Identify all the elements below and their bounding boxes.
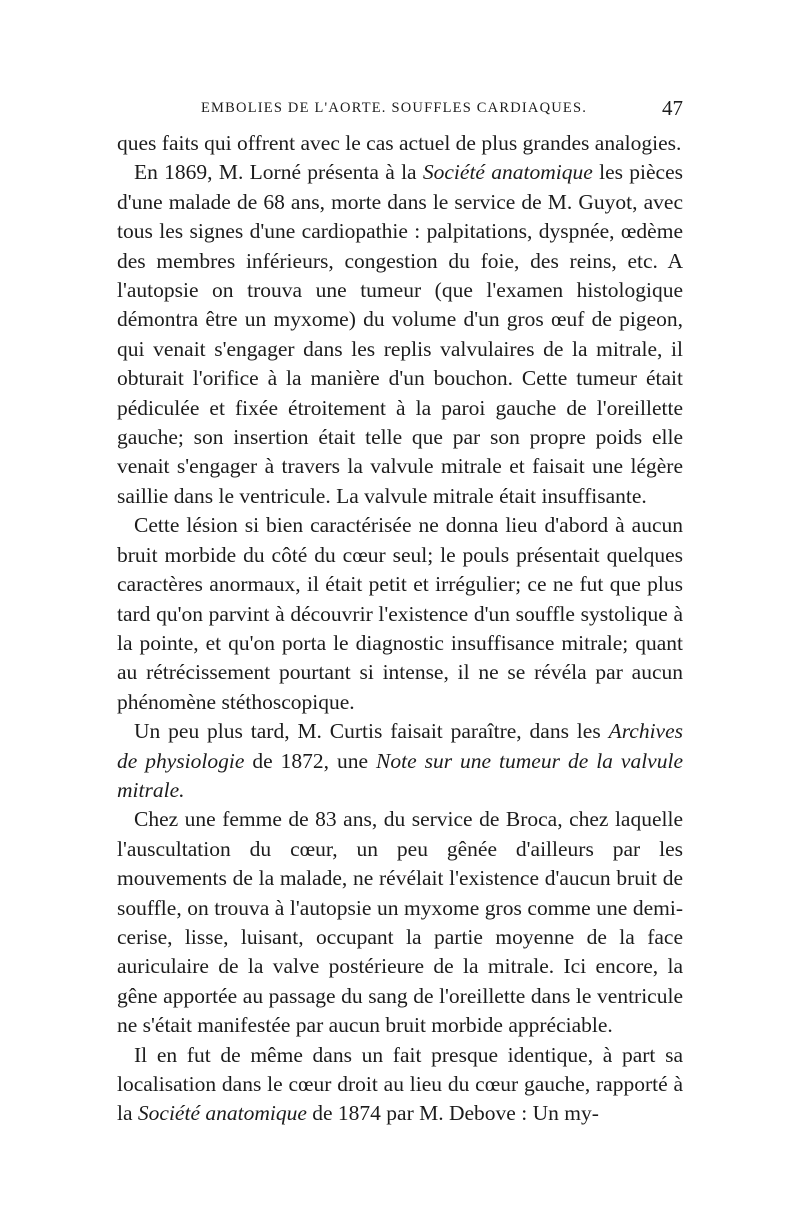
running-head (117, 96, 683, 126)
book-page (117, 96, 683, 1129)
paragraph-text: Chez une femme de 83 ans, du service de Broca, chez laquelle l'auscultation du cœur, un peu gênée d'ailleurs par les mouvements de la malade, ne révélait l'existence d'aucun bruit de souffle, on trouva à l'autopsie un myxome gros comme une demi-cerise, lisse, luisant, occupant la partie moyenne de la face auriculaire de la valve postérieure de la mitrale. Ici encore, la gêne apportée au passage du sang de l'oreillette dans le ventricule ne s'était manifestée par aucun bruit morbide appréciable. (117, 807, 683, 1038)
paragraph-text: Cette lésion si bien caractérisée ne donna lieu d'abord à aucun bruit morbide du côté du cœur seul; le pouls présentait quelques caractères anormaux, il était petit et irrégulier; ce ne fut que plus tard qu'on parvint à découvrir l'existence d'un souffle systolique à la pointe, et qu'on porta le diagnostic insuffisance mitrale; quant au rétrécissement pourtant si intense, il ne se révéla par aucun phénomène stéthoscopique. (117, 513, 683, 714)
paragraph-text: ques faits qui offrent avec le cas actuel de plus grandes analogies. (117, 131, 682, 155)
italic-text: Note sur une tumeur de la valvule mitrale. (117, 748, 683, 802)
italic-text: Archives de physiologie (117, 719, 683, 773)
paragraph-text: de 1874 par M. Debove : Un my- (306, 1101, 599, 1126)
paragraph-text: les pièces d'une malade de 68 ans, morte dans le service de M. Guyot, avec tous les signes d'une cardiopathie : palpitations, dyspnée, œdème des membres inférieurs, congestion du foie, des reins, etc. A l'autopsie on trouva une tumeur (que l'examen histologique démontra être un myxome) du volume d'un gros œuf de pigeon, qui venait s'engager dans les replis valvulaires de la mitrale, il obturait l'orifice à la manière d'un bouchon. Cette tumeur était pédiculée et fixée étroitement à la paroi gauche de l'oreillette gauche; son insertion était telle que par son propre poids elle venait s'engager à travers la valvule mitrale et faisait une légère saillie dans le ventricule. La valvule mitrale était insuffisante. (117, 160, 684, 508)
paragraph-text: En 1869, M. Lorné présenta à la (134, 160, 423, 185)
paragraph-text: de 1872, une (244, 748, 376, 773)
paragraph (117, 1041, 683, 1129)
paragraph-text: Il en fut de même dans un fait presque identique, à part sa localisation dans le cœur droit au lieu du cœur gauche, rapporté à la (117, 1042, 683, 1126)
paragraph-text: Un peu plus tard, M. Curtis faisait paraître, dans les (134, 719, 609, 744)
body-text (117, 129, 683, 1129)
paragraph (117, 129, 683, 158)
running-title: EMBOLIES DE L'AORTE. SOUFFLES CARDIAQUES. (201, 100, 588, 116)
paragraph (117, 805, 683, 1040)
paragraph (117, 511, 683, 717)
italic-text: Société anatomique (422, 160, 593, 185)
paragraph (117, 158, 683, 511)
page-number: 47 (662, 96, 683, 120)
paragraph (117, 717, 683, 805)
italic-text: Société anatomique (137, 1101, 307, 1126)
